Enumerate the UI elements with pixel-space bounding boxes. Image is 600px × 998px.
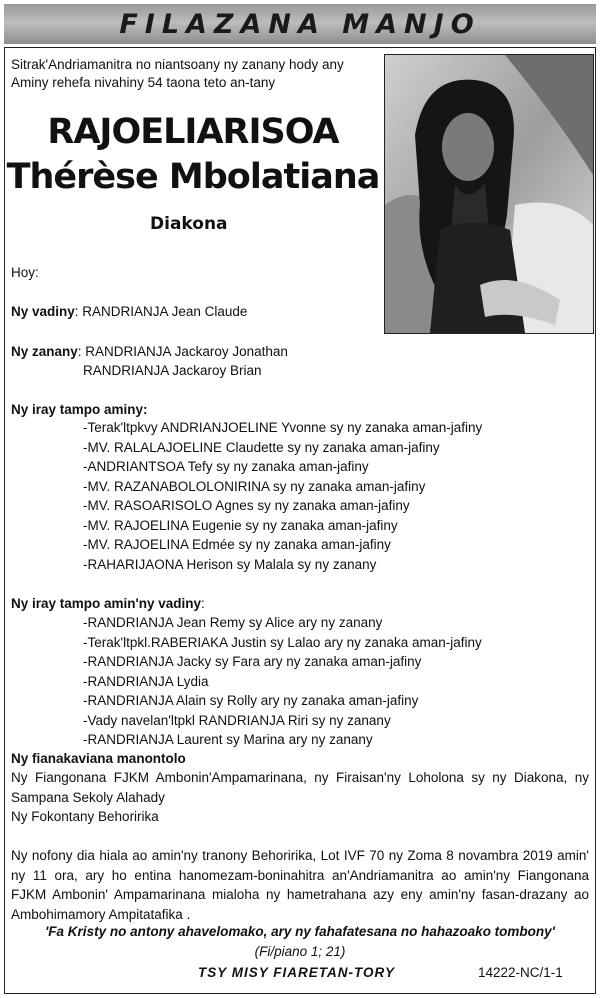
header-banner [4,4,596,44]
child-name: RANDRIANJA Jackaroy Jonathan [85,344,288,359]
header-title: FILAZANA MANJO [119,8,481,40]
deceased-surname: RAJOELIARISOA [47,112,339,152]
list-item: -RANDRIANJA Lydia [83,673,209,689]
family-line2: Ny Fokontany Behoririka [11,809,159,824]
portrait-photo [384,54,594,334]
colon-sep: : [201,596,205,611]
list-item: -MV. RAJOELINA Edmée sy ny zanaka aman-jafiny [83,537,391,552]
portrait-image [385,55,593,333]
spouse-line [11,302,247,322]
children-line [11,342,288,362]
list-item: -Vady navelan'ltpkl RANDRIANJA Riri sy ny zanany [83,712,391,728]
list-item: -MV. RALALAJOELINE Claudette sy ny zanaka aman-jafiny [83,439,440,455]
list-item: -ANDRIANTSOA Tefy sy ny zanaka aman-jafiny [83,459,369,474]
spouse-siblings-label: Ny iray tampo amin'ny vadiny [11,596,202,611]
list-item: -MV. RAJOELINA Eugenie sy ny zanaka aman-jafiny [83,517,398,533]
bible-verse: 'Fa Kristy no antony ahavelomako, ary ny fahafatesana no hahazoako tombony' [45,924,555,939]
intro-text: Sitrak'Andriamanitra no niantsoany ny zanany hody any Aminy rehefa nivahiny 54 taona teto an-tany [11,57,344,90]
footer-note: TSY MISY FIARETAN-TORY [198,965,396,980]
list-item: -MV. RAZANABOLOLONIRINA sy ny zanaka aman-jafiny [83,478,426,494]
spouse-siblings-list [83,613,482,750]
list-item: -Terak'ltpkl.RABERIAKA Justin sy Lalao ary ny zanaka aman-jafiny [83,634,482,650]
deceased-role: Diakona [150,214,228,234]
list-item: -Terak'ltpkvy ANDRIANJOELINE Yvonne sy ny zanaka aman-jafiny [83,420,483,435]
deceased-given-names: Thérèse Mbolatiana [6,157,380,197]
family-label: Ny fianakaviana manontolo [11,751,186,766]
list-item: -RANDRIANJA Jacky sy Fara ary ny zanaka aman-jafiny [83,654,422,669]
list-item: -RAHARIJAONA Herison sy Malala sy ny zanany [83,556,377,572]
siblings-list [83,418,482,574]
list-item: -MV. RASOARISOLO Agnes sy ny zanaka aman-jafiny [83,498,410,513]
spouse-name: RANDRIANJA Jean Claude [82,304,248,319]
family-text: Ny Fiangonana FJKM Ambonin'Ampamarinana, ny Firaisan'ny Loholona sy ny Diakona, ny Sampana Sekoly Alahady [11,770,589,805]
list-item: -RANDRIANJA Laurent sy Marina ary ny zanany [83,732,373,747]
spouse-label: Ny vadiny [11,304,75,319]
spouse-siblings-heading [11,594,205,614]
list-item: -RANDRIANJA Jean Remy sy Alice ary ny zanany [83,615,383,630]
siblings-label: Ny iray tampo aminy: [11,402,148,417]
hoy-label: Hoy: [11,265,39,280]
funeral-notice: Ny nofony dia hiala ao amin'ny tranony Behoririka, Lot IVF 70 ny Zoma 8 novambra 2019 amin' ny 11 ora, ary ho entina hanomezam-boninahitra an'Andriamanitra ao amin'ny Fiangonana FJKM Ambonin' Ampamarinana mialoha ny hametrahana azy eny amin'ny fasan-drazany ao Ambohimamory Ampitatafika . [11,848,589,922]
children-label: Ny zanany [11,344,78,359]
child-name: RANDRIANJA Jackaroy Brian [83,363,262,378]
colon-sep: : [77,344,86,359]
verse-reference: (Fi/piano 1; 21) [254,944,346,959]
notice-code: 14222-NC/1-1 [478,965,563,980]
colon-sep: : [74,304,83,319]
list-item: -RANDRIANJA Alain sy Rolly ary ny zanaka aman-jafiny [83,693,419,708]
